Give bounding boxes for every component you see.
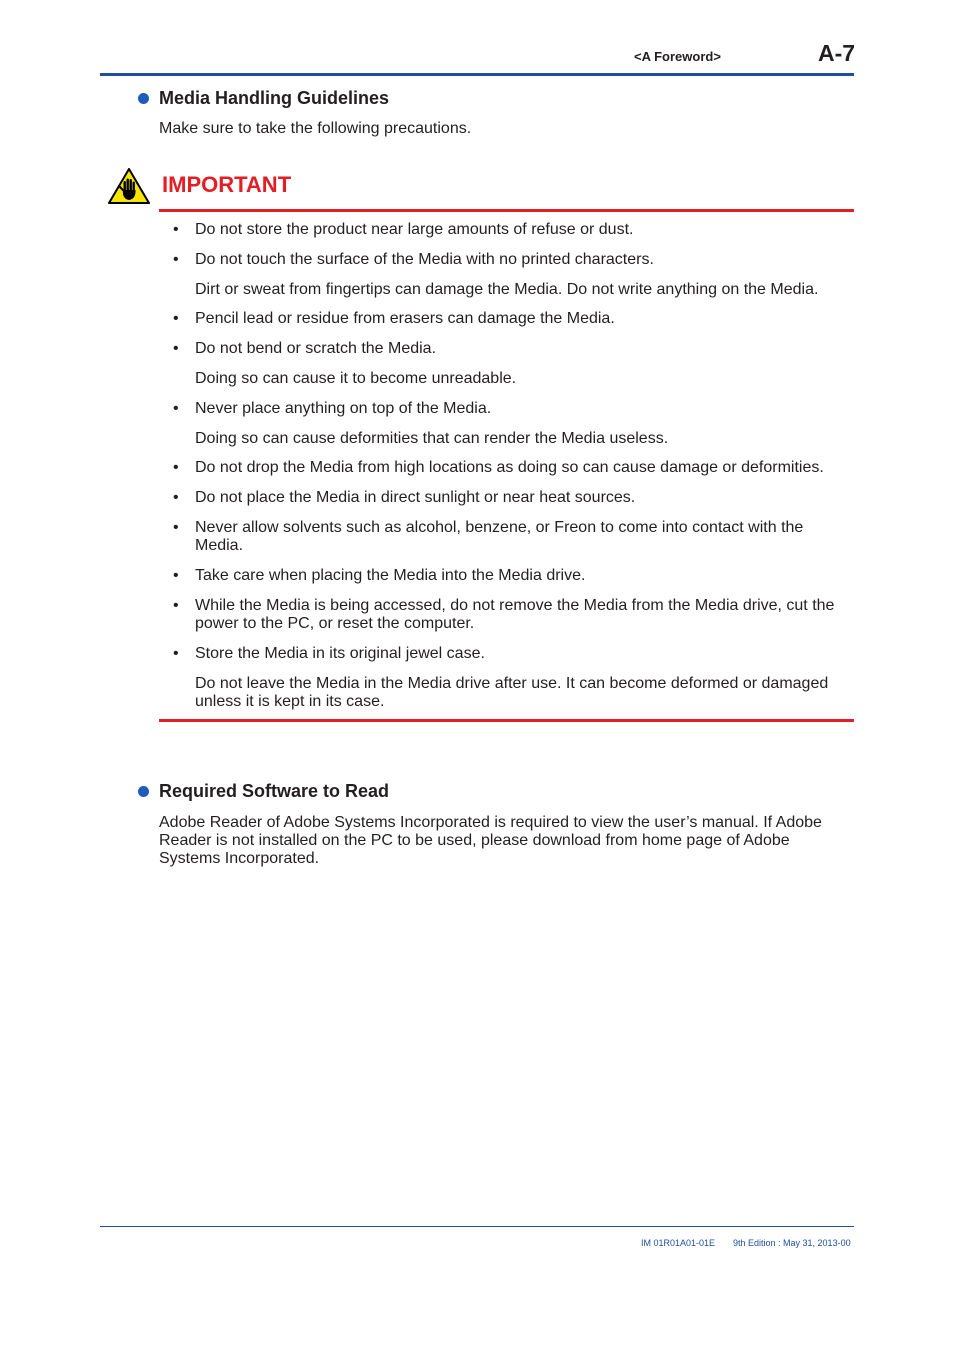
section-bullet-icon xyxy=(138,93,149,104)
bullet: • xyxy=(173,310,179,327)
list-item xyxy=(173,489,843,507)
list-item xyxy=(173,310,843,328)
section-body-software: Adobe Reader of Adobe Systems Incorporated is required to view the user’s manual. If Adobe Reader is not installed on the PC to be used, please download from home page of Adobe Systems Incorporated. xyxy=(159,814,822,867)
important-bottom-rule xyxy=(159,719,854,722)
bullet: • xyxy=(173,597,179,614)
list-item xyxy=(173,340,843,358)
list-item-text: Store the Media in its original jewel case. xyxy=(195,645,485,662)
important-label: IMPORTANT xyxy=(162,172,292,197)
footer-edition: 9th Edition : May 31, 2013-00 xyxy=(733,1238,851,1248)
list-item-text: Do not drop the Media from high locations as doing so can cause damage or deformities. xyxy=(195,459,824,476)
list-item xyxy=(173,400,843,418)
list-item-text: Do not store the product near large amounts of refuse or dust. xyxy=(195,221,634,238)
page-number: A-7 xyxy=(818,40,856,66)
list-item-text: Do not bend or scratch the Media. xyxy=(195,340,437,357)
list-item xyxy=(173,597,843,633)
bullet: • xyxy=(173,519,179,536)
bullet: • xyxy=(173,400,179,417)
footer-doc-id: IM 01R01A01-01E xyxy=(641,1238,716,1248)
list-item-text: Do not touch the surface of the Media with no printed characters. xyxy=(195,251,654,268)
section-bullet-icon xyxy=(138,786,149,797)
bullet: • xyxy=(173,221,179,238)
bullet: • xyxy=(173,251,179,268)
list-item-text: Pencil lead or residue from erasers can damage the Media. xyxy=(195,310,615,327)
list-item xyxy=(173,221,843,239)
list-item-text: Do not place the Media in direct sunlight or near heat sources. xyxy=(195,489,636,506)
list-item xyxy=(173,567,843,585)
section-heading-software: Required Software to Read xyxy=(159,781,390,801)
important-top-rule xyxy=(159,209,854,212)
bullet: • xyxy=(173,645,179,662)
section-intro: Make sure to take the following precautions. xyxy=(159,120,472,137)
list-item-note: Dirt or sweat from fingertips can damage the Media. Do not write anything on the Media. xyxy=(195,281,819,298)
bullet: • xyxy=(173,567,179,584)
list-item-note: Do not leave the Media in the Media drive after use. It can become deformed or damaged unless it is kept in its case. xyxy=(195,675,829,710)
header-section-title: <A Foreword> xyxy=(634,49,721,64)
list-item-note: Doing so can cause deformities that can render the Media useless. xyxy=(195,430,669,447)
footer-rule xyxy=(100,1226,854,1227)
list-item-text: Never place anything on top of the Media. xyxy=(195,400,492,417)
list-item-text: Never allow solvents such as alcohol, benzene, or Freon to come into contact with the Media. xyxy=(195,519,804,554)
list-item-text: Take care when placing the Media into the Media drive. xyxy=(195,567,586,584)
bullet: • xyxy=(173,340,179,357)
warning-hand-icon xyxy=(108,168,150,204)
bullet: • xyxy=(173,489,179,506)
list-item xyxy=(173,251,843,269)
section-heading-media: Media Handling Guidelines xyxy=(159,88,390,108)
list-item-text: While the Media is being accessed, do not remove the Media from the Media drive, cut the power to the PC, or reset the computer. xyxy=(195,597,835,632)
bullet: • xyxy=(173,459,179,476)
list-item xyxy=(173,459,843,477)
list-item xyxy=(173,645,843,663)
header-rule xyxy=(100,73,854,76)
list-item-note: Doing so can cause it to become unreadable. xyxy=(195,370,517,387)
list-item xyxy=(173,519,843,555)
